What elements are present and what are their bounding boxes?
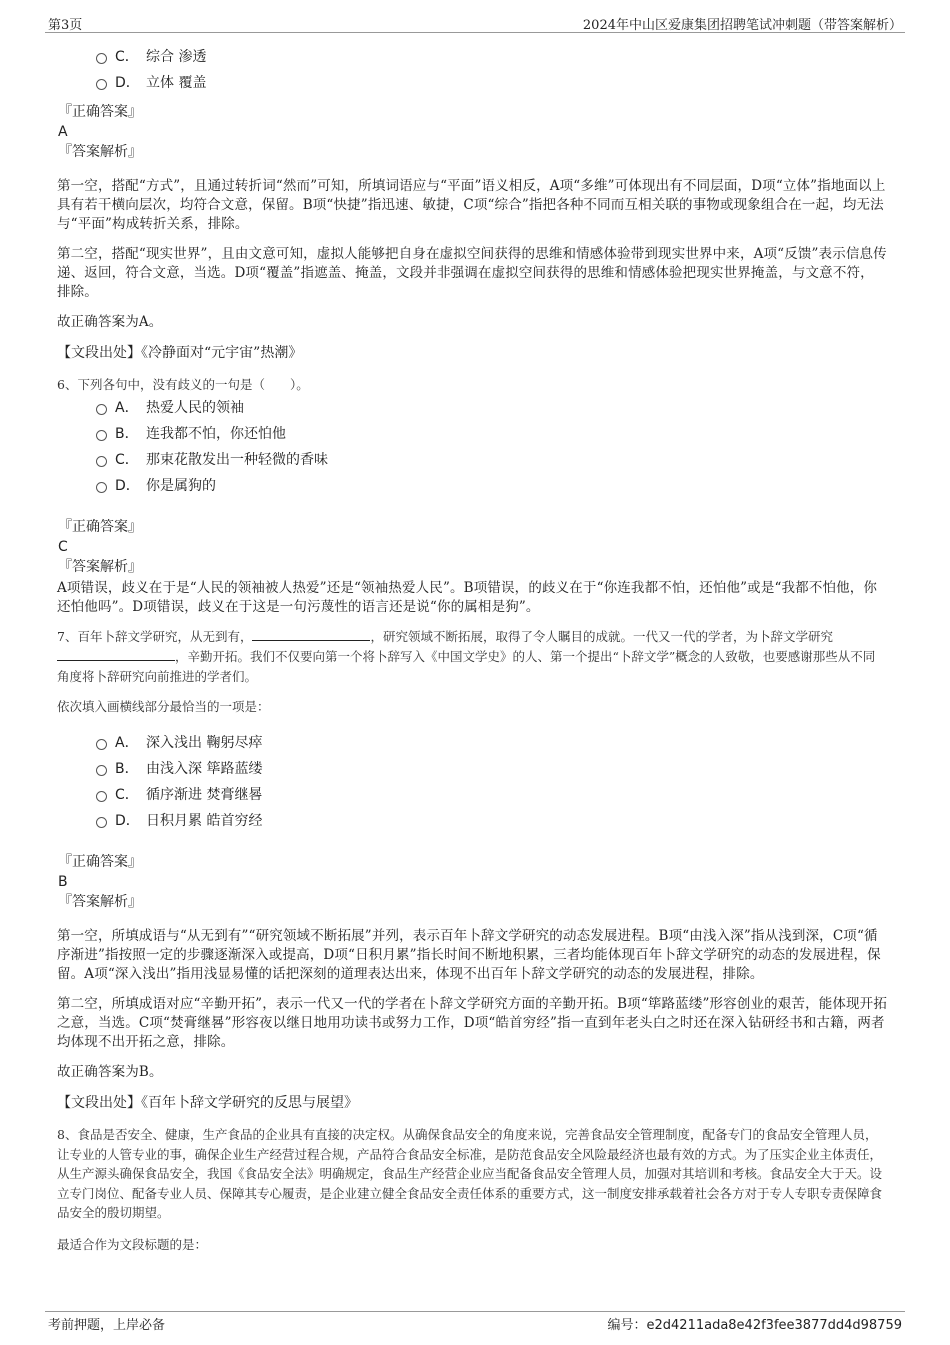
correct-answer-value: B (58, 874, 68, 890)
question-7-stem: 7、百年卜辞文学研究，从无到有， ，研究领域不断拓展，取得了令人瞩目的成就。一代又一代的学者，为卜辞文学研究，辛勤开拓。我们不仅要向第一个将卜辞写入《中国文学史》的人、第一个提出“卜辞文学”概念的人致敬，也要感谢那些从不同角度将卜辞研究向前推进的学者们。 (57, 629, 876, 684)
option-b[interactable]: B． 由浅入深 筚路蓝缕 (57, 756, 887, 782)
analysis-paragraph: 第二空，搭配“现实世界”，且由文意可知，虚拟人能够把自身在虚拟空间获得的思维和情感体验带到现实世界中来，A项“反馈”表示信息传递、返回，符合文意，当选。D项“覆盖”指遮盖、掩盖，文段并非强调在虚拟空间获得的思维和情感体验把现实世界掩盖，与文意不符，排除。 (57, 246, 887, 300)
analysis-paragraph: 第一空，搭配“方式”，且通过转折词“然而”可知，所填词语应与“平面”语义相反，A项“多维”可体现出有不同层面，D项“立体”指地面以上具有若干横向层次，均符合文意，保留。B项“快捷”指迅速、敏捷，C项“综合”指把各种不同而互相关联的事物或现象组合在一起，均无法与“平面”构成转折关系，排除。 (57, 178, 886, 232)
option-d[interactable]: D． 你是属狗的 (57, 473, 887, 499)
correct-answer-label: 『正确答案』 (58, 854, 142, 870)
option-a[interactable]: A． 深入浅出 鞠躬尽瘁 (57, 730, 887, 756)
page-content (57, 40, 887, 1254)
option-a[interactable]: A． 热爱人民的领袖 (57, 395, 887, 421)
question-6-options (57, 395, 887, 499)
analysis-paragraph: 第一空，所填成语与“从无到有”“研究领域不断拓展”并列，表示百年卜辞文学研究的动态发展进程。B项“由浅入深”指从浅到深，C项“循序渐进”指按照一定的步骤逐渐深入或提高，D项“日积月累”指长时间不断地积累，三者均能体现百年卜辞文学研究的动态的发展进程，保留。A项“深入浅出”指用浅显易懂的话把深刻的道理表达出来，体现不出百年卜辞文学研究的动态的发展进程，排除。 (57, 928, 881, 982)
question-8-prompt: 最适合作为文段标题的是： (57, 1236, 208, 1252)
page-footer (45, 1311, 905, 1335)
radio-icon[interactable] (96, 430, 107, 441)
analysis-label: 『答案解析』 (58, 559, 142, 575)
analysis-label: 『答案解析』 (58, 894, 142, 910)
correct-answer-value: A (58, 124, 68, 140)
radio-icon[interactable] (96, 817, 107, 828)
document-code: 编号：e2d4211ada8e42f3fee3877dd4d98759 (607, 1318, 902, 1333)
page-number: 第3页 (48, 18, 83, 33)
question-5-options (57, 44, 887, 96)
option-c[interactable]: C． 那束花散发出一种轻微的香味 (57, 447, 887, 473)
footer-slogan: 考前押题，上岸必备 (48, 1318, 166, 1333)
question-7-options (57, 730, 887, 834)
header-divider (45, 32, 905, 33)
question-6-stem: 6、下列各句中，没有歧义的一句是（ ）。 (57, 377, 309, 392)
radio-icon[interactable] (96, 791, 107, 802)
radio-icon[interactable] (96, 765, 107, 776)
answer-blank-1 (252, 628, 370, 641)
radio-icon[interactable] (96, 404, 107, 415)
option-c[interactable]: C． 综合 渗透 (57, 44, 887, 70)
question-7-prompt: 依次填入画横线部分最恰当的一项是： (57, 699, 270, 714)
option-c[interactable]: C． 循序渐进 焚膏继晷 (57, 782, 887, 808)
source-citation: 【文段出处】《冷静面对“元宇宙”热潮》 (57, 345, 303, 361)
radio-icon[interactable] (96, 482, 107, 493)
analysis-label: 『答案解析』 (58, 144, 142, 160)
analysis-conclusion: 故正确答案为A。 (57, 314, 163, 330)
option-b[interactable]: B． 连我都不怕，你还怕他 (57, 421, 887, 447)
radio-icon[interactable] (96, 79, 107, 90)
radio-icon[interactable] (96, 739, 107, 750)
option-d[interactable]: D． 日积月累 皓首穷经 (57, 808, 887, 834)
analysis-conclusion: 故正确答案为B。 (57, 1064, 163, 1080)
footer-divider (45, 1311, 905, 1312)
radio-icon[interactable] (96, 53, 107, 64)
page-header (45, 12, 905, 34)
radio-icon[interactable] (96, 456, 107, 467)
analysis-paragraph: A项错误，歧义在于是“人民的领袖被人热爱”还是“领袖热爱人民”。B项错误，的歧义在于“你连我都不怕，还怕他”或是“我都不怕他，你还怕他吗”。D项错误，歧义在于这是一句污蔑性的语言还是说“你的属相是狗”。 (57, 580, 878, 615)
document-title: 2024年中山区爱康集团招聘笔试冲刺题（带答案解析） (582, 18, 902, 33)
analysis-paragraph: 第二空，所填成语对应“辛勤开拓”，表示一代又一代的学者在卜辞文学研究方面的辛勤开拓。B项“筚路蓝缕”形容创业的艰苦，能体现开拓之意，当选。C项“焚膏继晷”形容夜以继日地用功读书或努力工作，D项“皓首穷经”指一直到年老头白之时还在深入钻研经书和古籍，两者均体现不出开拓之意，排除。 (57, 996, 887, 1050)
correct-answer-label: 『正确答案』 (58, 519, 142, 535)
correct-answer-value: C (58, 539, 68, 555)
correct-answer-label: 『正确答案』 (58, 104, 142, 120)
source-citation: 【文段出处】《百年卜辞文学研究的反思与展望》 (57, 1095, 358, 1111)
option-d[interactable]: D． 立体 覆盖 (57, 70, 887, 96)
answer-blank-2 (57, 648, 175, 661)
question-8-stem: 8、食品是否安全、健康，生产食品的企业具有直接的决定权。从确保食品安全的角度来说，完善食品安全管理制度，配备专门的食品安全管理人员，让专业的人管专业的事，确保企业生产经营过程合规，产品符合食品安全标准，是防范食品安全风险最经济也最有效的方式。为了压实企业主体责任，从生产源头确保食品安全，我国《食品安全法》明确规定，食品生产经营企业应当配备食品安全管理人员，加强对其培训和考核。食品安全大于天。设立专门岗位、配备专业人员、保障其专心履责，是企业建立健全食品安全责任体系的重要方式，这一制度安排承载着社会各方对于专人专职专责保障食品安全的殷切期望。 (57, 1127, 883, 1220)
